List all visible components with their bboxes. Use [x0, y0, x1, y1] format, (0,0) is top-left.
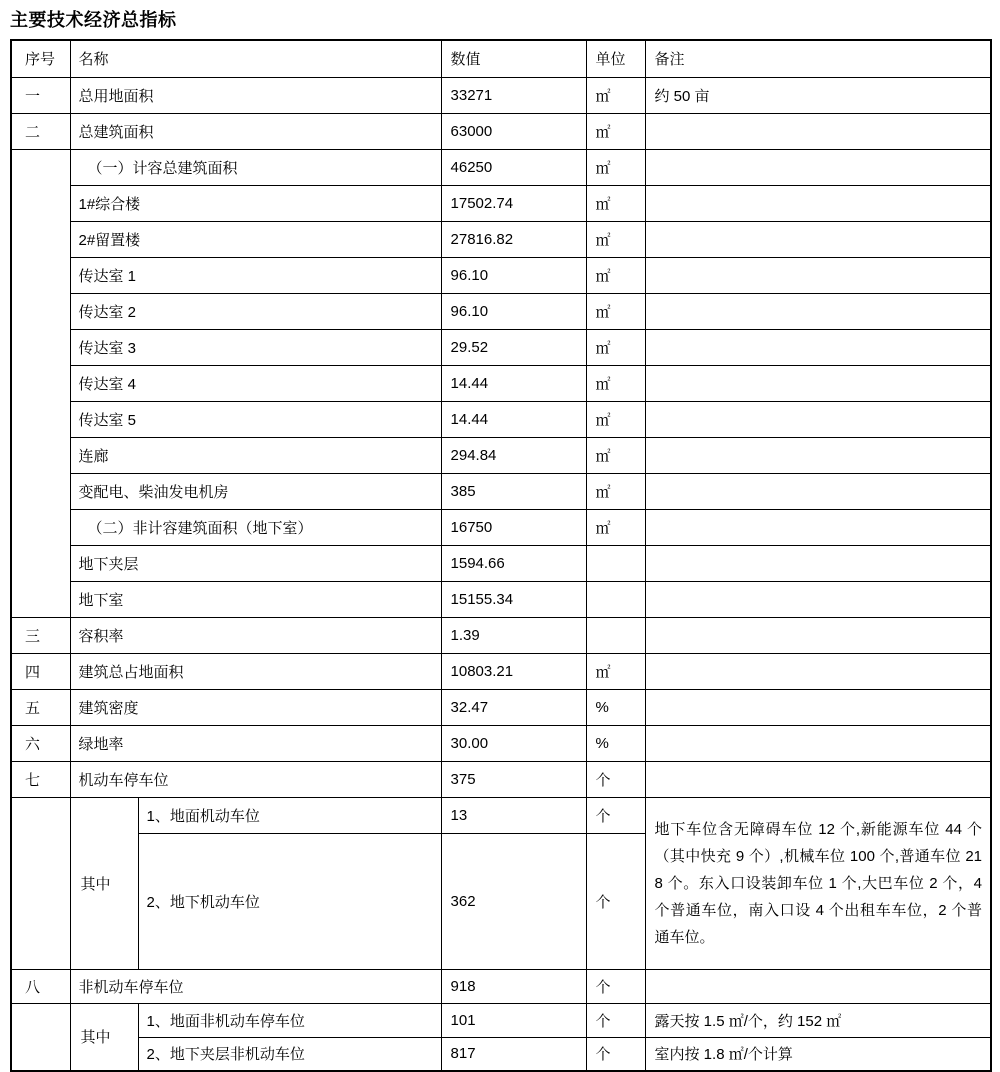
row-index-cell: 七: [11, 761, 70, 797]
row-value-cell: 101: [441, 1003, 586, 1037]
row-remark-cell: [645, 581, 991, 617]
table-row: [11, 509, 991, 545]
row-remark-cell: [645, 365, 991, 401]
row-value-cell: 10803.21: [441, 653, 586, 689]
row-remark-cell: [645, 185, 991, 221]
row-value-cell: 14.44: [441, 401, 586, 437]
row-remark-cell: [645, 761, 991, 797]
row-name-cell: 机动车停车位: [70, 761, 441, 797]
row-value-cell: 385: [441, 473, 586, 509]
row-value-cell: 46250: [441, 149, 586, 185]
row-value-cell: 15155.34: [441, 581, 586, 617]
table-row: [11, 221, 991, 257]
row-name-cell: 2、地下机动车位: [138, 833, 441, 969]
row-remark-cell: 地下车位含无障碍车位 12 个,新能源车位 44 个（其中快充 9 个）,机械车位 100 个,普通车位 218 个。东入口设装卸车位 1 个,大巴车位 2 个，4 个普通车位，南入口设 4 个出租车车位，2 个普通车位。: [645, 797, 991, 969]
row-index-cell: 八: [11, 969, 70, 1003]
row-name-cell: 连廊: [70, 437, 441, 473]
row-unit-cell: 个: [586, 797, 645, 833]
row-remark-cell: [645, 113, 991, 149]
row-value-cell: 16750: [441, 509, 586, 545]
row-unit-cell: ㎡: [586, 401, 645, 437]
row-unit-cell: %: [586, 689, 645, 725]
row-index-cell-empty: [11, 797, 70, 969]
row-name-cell: 总用地面积: [70, 77, 441, 113]
row-remark-cell: [645, 437, 991, 473]
table-row: [11, 545, 991, 581]
row-unit-cell: ㎡: [586, 221, 645, 257]
table-row: [11, 437, 991, 473]
row-unit-cell: ㎡: [586, 185, 645, 221]
table-row: [11, 149, 991, 185]
row-value-cell: 918: [441, 969, 586, 1003]
row-value-cell: 375: [441, 761, 586, 797]
table-row: [11, 689, 991, 725]
row-remark-cell: [645, 617, 991, 653]
row-value-cell: 33271: [441, 77, 586, 113]
row-name-cell: 2#留置楼: [70, 221, 441, 257]
row-unit-cell: ㎡: [586, 293, 645, 329]
table-row: [11, 401, 991, 437]
table-row: [11, 581, 991, 617]
row-name-cell: 地下室: [70, 581, 441, 617]
row-name-cell: 绿地率: [70, 725, 441, 761]
row-unit-cell: ㎡: [586, 257, 645, 293]
row-value-cell: 29.52: [441, 329, 586, 365]
row-name-cell: 2、地下夹层非机动车位: [138, 1037, 441, 1071]
table-row: [11, 1003, 991, 1037]
table-row: [11, 77, 991, 113]
page-title: 主要技术经济总指标: [10, 10, 177, 30]
header-index: 序号: [11, 40, 70, 77]
row-name-cell: 建筑密度: [70, 689, 441, 725]
table-row: [11, 473, 991, 509]
row-index-cell-empty: [11, 1003, 70, 1071]
table-row: [11, 257, 991, 293]
row-unit-cell: [586, 581, 645, 617]
row-unit-cell: ㎡: [586, 653, 645, 689]
table-row: [11, 725, 991, 761]
row-name-cell: 传达室 2: [70, 293, 441, 329]
row-remark-cell: [645, 293, 991, 329]
row-remark-cell: [645, 257, 991, 293]
row-index-cell: 六: [11, 725, 70, 761]
row-unit-cell: ㎡: [586, 509, 645, 545]
table-row: [11, 969, 991, 1003]
row-name-cell: 传达室 3: [70, 329, 441, 365]
header-unit: 单位: [586, 40, 645, 77]
row-unit-cell: ㎡: [586, 437, 645, 473]
indicators-table: [10, 39, 992, 1072]
row-name-cell: 1#综合楼: [70, 185, 441, 221]
row-index-cell: 五: [11, 689, 70, 725]
row-remark-cell: [645, 401, 991, 437]
row-value-cell: 32.47: [441, 689, 586, 725]
row-name-cell: 1、地面机动车位: [138, 797, 441, 833]
row-remark-cell: [645, 149, 991, 185]
row-unit-cell: 个: [586, 1003, 645, 1037]
row-remark-cell: [645, 969, 991, 1003]
row-value-cell: 96.10: [441, 293, 586, 329]
row-index-cell: 一: [11, 77, 70, 113]
row-name-cell: 变配电、柴油发电机房: [70, 473, 441, 509]
row-name-cell: 容积率: [70, 617, 441, 653]
group-cell: 其中: [70, 797, 138, 969]
table-row: [11, 1037, 991, 1071]
row-value-cell: 30.00: [441, 725, 586, 761]
row-name-cell: 地下夹层: [70, 545, 441, 581]
row-name-cell: （二）非计容建筑面积（地下室）: [70, 509, 441, 545]
row-remark-cell: [645, 725, 991, 761]
header-remark: 备注: [645, 40, 991, 77]
row-index-cell: 二: [11, 113, 70, 149]
row-remark-cell: 约 50 亩: [645, 77, 991, 113]
table-header-row: [11, 40, 991, 77]
row-name-cell: 传达室 5: [70, 401, 441, 437]
row-remark-cell: 室内按 1.8 ㎡/个计算: [645, 1037, 991, 1071]
row-name-cell: 1、地面非机动车停车位: [138, 1003, 441, 1037]
row-name-cell: 建筑总占地面积: [70, 653, 441, 689]
row-value-cell: 362: [441, 833, 586, 969]
row-remark-cell: [645, 473, 991, 509]
row-value-cell: 1594.66: [441, 545, 586, 581]
row-unit-cell: ㎡: [586, 149, 645, 185]
row-unit-cell: [586, 617, 645, 653]
row-unit-cell: 个: [586, 761, 645, 797]
row-value-cell: 294.84: [441, 437, 586, 473]
row-unit-cell: ㎡: [586, 473, 645, 509]
row-remark-cell: 露天按 1.5 ㎡/个，约 152 ㎡: [645, 1003, 991, 1037]
table-row: [11, 617, 991, 653]
row-unit-cell: ㎡: [586, 329, 645, 365]
table-row: [11, 761, 991, 797]
row-remark-cell: [645, 329, 991, 365]
table-row: [11, 653, 991, 689]
row-unit-cell: [586, 545, 645, 581]
row-value-cell: 13: [441, 797, 586, 833]
row-unit-cell: ㎡: [586, 365, 645, 401]
row-name-cell: 传达室 4: [70, 365, 441, 401]
row-unit-cell: ㎡: [586, 113, 645, 149]
table-row: [11, 185, 991, 221]
row-index-cell: 四: [11, 653, 70, 689]
table-row: [11, 329, 991, 365]
row-value-cell: 817: [441, 1037, 586, 1071]
row-remark-cell: [645, 509, 991, 545]
row-unit-cell: 个: [586, 833, 645, 969]
row-name-cell: 非机动车停车位: [70, 969, 441, 1003]
row-remark-cell: [645, 545, 991, 581]
row-index-cell: 三: [11, 617, 70, 653]
row-index-cell-empty: [11, 149, 70, 617]
table-row: [11, 293, 991, 329]
row-value-cell: 14.44: [441, 365, 586, 401]
row-name-cell: 总建筑面积: [70, 113, 441, 149]
row-name-cell: （一）计容总建筑面积: [70, 149, 441, 185]
row-remark-cell: [645, 221, 991, 257]
row-remark-cell: [645, 689, 991, 725]
row-unit-cell: %: [586, 725, 645, 761]
group-cell: 其中: [70, 1003, 138, 1071]
row-unit-cell: 个: [586, 1037, 645, 1071]
row-value-cell: 27816.82: [441, 221, 586, 257]
table-row: [11, 797, 991, 833]
row-value-cell: 1.39: [441, 617, 586, 653]
row-remark-cell: [645, 653, 991, 689]
row-value-cell: 17502.74: [441, 185, 586, 221]
header-name: 名称: [70, 40, 441, 77]
row-value-cell: 63000: [441, 113, 586, 149]
header-value: 数值: [441, 40, 586, 77]
row-value-cell: 96.10: [441, 257, 586, 293]
table-row: [11, 365, 991, 401]
table-row: [11, 113, 991, 149]
row-unit-cell: 个: [586, 969, 645, 1003]
row-unit-cell: ㎡: [586, 77, 645, 113]
row-name-cell: 传达室 1: [70, 257, 441, 293]
